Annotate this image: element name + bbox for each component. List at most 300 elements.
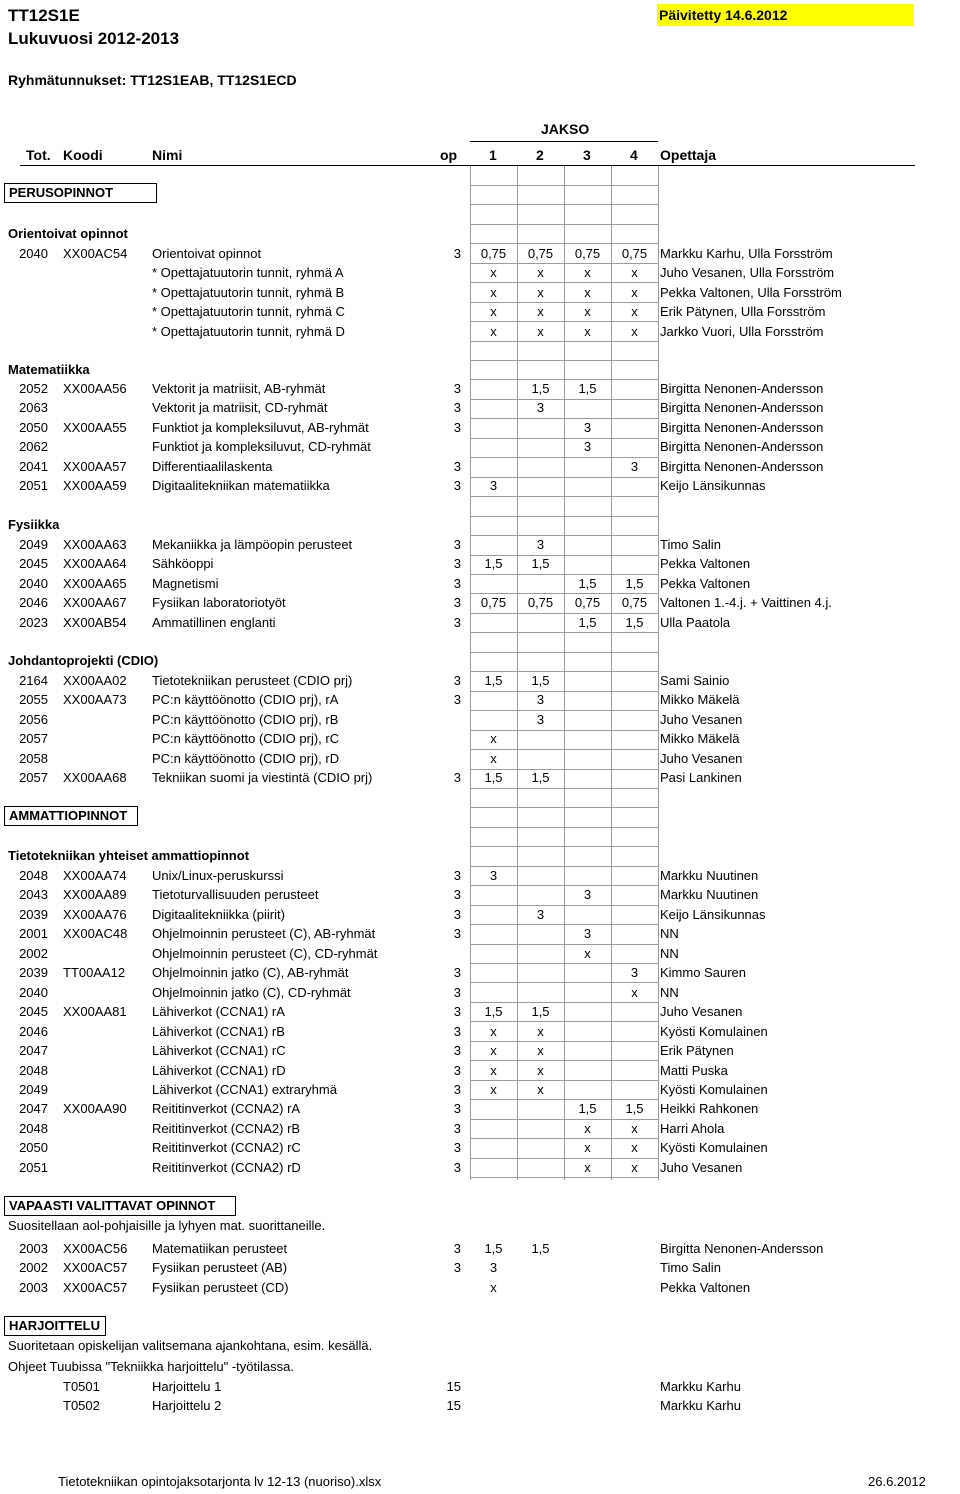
- cell-period-2: 1,5: [531, 770, 550, 786]
- cell-op: 3: [453, 1023, 461, 1039]
- cell-tot: 2057: [19, 770, 48, 786]
- course-row: [0, 1138, 960, 1157]
- course-row: [0, 885, 960, 904]
- cell-op: 3: [453, 1260, 461, 1276]
- cell-tot: 2045: [19, 1004, 48, 1020]
- cell-op: 15: [446, 1398, 461, 1414]
- course-row: [0, 710, 960, 729]
- cell-nimi: Reititinverkot (CCNA2) rD: [152, 1159, 301, 1175]
- section-orientoivat: Orientoivat opinnot: [8, 226, 128, 241]
- course-row: [0, 866, 960, 885]
- cell-tot: 2052: [19, 381, 48, 396]
- cell-teacher: Juho Vesanen: [660, 1159, 743, 1175]
- footer-file: Tietotekniikan opintojaksotarjonta lv 12-13 (nuoriso).xlsx: [58, 1474, 382, 1489]
- cell-teacher: Markku Nuutinen: [660, 868, 759, 883]
- cell-op: 3: [453, 770, 461, 786]
- course-row: [0, 924, 960, 943]
- cell-teacher: Matti Puska: [660, 1062, 728, 1078]
- cell-nimi: Lähiverkot (CCNA1) extraryhmä: [152, 1081, 337, 1097]
- course-row: [0, 574, 960, 593]
- cell-nimi: Reititinverkot (CCNA2) rC: [152, 1140, 301, 1156]
- cell-period-3: x: [584, 945, 591, 961]
- course-row: [0, 398, 960, 417]
- cell-op: 3: [453, 1140, 461, 1156]
- cell-teacher: Valtonen 1.-4.j. + Vaittinen 4.j.: [660, 595, 832, 611]
- cell-teacher: Birgitta Nenonen-Andersson: [660, 1241, 824, 1256]
- cell-period-2: 1,5: [531, 556, 550, 572]
- cell-tot: 2062: [19, 439, 48, 455]
- cell-period-4: x: [631, 265, 638, 281]
- cell-period-3: x: [584, 1159, 591, 1175]
- cell-koodi: XX00AC57: [63, 1260, 128, 1276]
- cell-tot: 2040: [19, 246, 48, 261]
- cell-teacher: Mikko Mäkelä: [660, 731, 740, 747]
- cell-teacher: Juho Vesanen: [660, 1004, 743, 1020]
- col-p3: 3: [583, 147, 591, 163]
- cell-nimi: Matematiikan perusteet: [152, 1241, 288, 1256]
- cell-nimi: PC:n käyttöönotto (CDIO prj), rB: [152, 711, 339, 727]
- col-p1: 1: [489, 147, 497, 163]
- course-row: [0, 1158, 960, 1177]
- cell-teacher: Pekka Valtonen: [660, 575, 751, 591]
- section-tietotekniikka: Tietotekniikan yhteiset ammattiopinnot: [8, 848, 250, 863]
- cell-op: 3: [453, 537, 461, 552]
- cell-nimi: PC:n käyttöönotto (CDIO prj), rA: [152, 692, 339, 708]
- course-row: [0, 1239, 960, 1258]
- cell-tot: 2048: [19, 1062, 48, 1078]
- cell-teacher: NN: [660, 945, 679, 961]
- cell-op: 3: [453, 965, 461, 981]
- course-row: [0, 1258, 960, 1277]
- cell-teacher: Keijo Länsikunnas: [660, 478, 766, 494]
- cell-tot: 2047: [19, 1043, 48, 1059]
- cell-teacher: Erik Pätynen, Ulla Forsström: [660, 304, 826, 320]
- cell-tot: 2041: [19, 458, 48, 474]
- cell-period-2: x: [537, 1023, 544, 1039]
- cell-nimi: * Opettajatuutorin tunnit, ryhmä D: [152, 323, 345, 339]
- cell-tot: 2023: [19, 614, 48, 630]
- cell-tot: 2003: [19, 1241, 48, 1256]
- cell-op: 3: [453, 1043, 461, 1059]
- cell-op: 3: [453, 1101, 461, 1117]
- cell-period-3: x: [584, 284, 591, 300]
- cell-period-2: 3: [536, 537, 545, 552]
- cell-koodi: XX00AA76: [63, 906, 127, 922]
- harjoittelu-note-1: Suoritetaan opiskelijan valitsemana ajankohtana, esim. kesällä.: [8, 1338, 373, 1353]
- cell-teacher: Sami Sainio: [660, 673, 730, 688]
- cell-tot: 2050: [19, 419, 48, 435]
- cell-koodi: XX00AA57: [63, 458, 127, 474]
- cell-teacher: Birgitta Nenonen-Andersson: [660, 458, 824, 474]
- cell-tot: 2046: [19, 1023, 48, 1039]
- course-row: [0, 593, 960, 612]
- cell-period-2: 1,5: [531, 1241, 550, 1256]
- cell-period-3: x: [584, 304, 591, 320]
- cell-period-2: x: [537, 1081, 544, 1097]
- course-row: [0, 963, 960, 982]
- cell-tot: 2002: [19, 945, 48, 961]
- cell-period-2: x: [537, 304, 544, 320]
- cell-teacher: Birgitta Nenonen-Andersson: [660, 400, 824, 416]
- cell-op: 3: [453, 906, 461, 922]
- cell-tot: 2050: [19, 1140, 48, 1156]
- cell-period-2: 0,75: [527, 246, 554, 261]
- cell-nimi: Fysiikan perusteet (AB): [152, 1260, 288, 1276]
- cell-nimi: Reititinverkot (CCNA2) rB: [152, 1120, 301, 1136]
- cell-teacher: Pekka Valtonen: [660, 1279, 751, 1295]
- cell-teacher: Keijo Länsikunnas: [660, 906, 766, 922]
- cell-tot: 2039: [19, 906, 48, 922]
- cell-period-3: 0,75: [574, 595, 601, 611]
- cell-period-4: 3: [630, 458, 639, 474]
- cell-nimi: Ohjelmoinnin jatko (C), CD-ryhmät: [152, 984, 351, 1000]
- cell-tot: 2057: [19, 731, 48, 747]
- course-row: [0, 1119, 960, 1138]
- grid-row-line: [470, 846, 658, 847]
- cell-period-1: x: [490, 731, 497, 747]
- cell-nimi: Orientoivat opinnot: [152, 246, 262, 261]
- cell-tot: 2049: [19, 537, 48, 552]
- course-row: [0, 302, 960, 321]
- course-row: [0, 476, 960, 495]
- course-row: [0, 283, 960, 302]
- cell-period-2: 0,75: [527, 595, 554, 611]
- cell-period-2: x: [537, 323, 544, 339]
- cell-nimi: Digitaalitekniikka (piirit): [152, 906, 285, 922]
- cell-teacher: Harri Ahola: [660, 1120, 725, 1136]
- grid-row-line: [470, 516, 658, 517]
- grid-row-line: [470, 224, 658, 225]
- course-row: [0, 263, 960, 282]
- cell-op: 3: [453, 1062, 461, 1078]
- cell-nimi: Harjoittelu 1: [152, 1379, 222, 1394]
- course-code: TT12S1E: [8, 6, 80, 25]
- cell-tot: 2001: [19, 926, 48, 942]
- section-fysiikka: Fysiikka: [8, 517, 60, 532]
- cell-koodi: XX00AA59: [63, 478, 127, 494]
- cell-teacher: Kyösti Komulainen: [660, 1140, 768, 1156]
- cell-period-1: 0,75: [480, 246, 507, 261]
- cell-nimi: Vektorit ja matriisit, CD-ryhmät: [152, 400, 328, 416]
- cell-nimi: Unix/Linux-peruskurssi: [152, 868, 284, 883]
- cell-period-1: x: [490, 1023, 497, 1039]
- cell-nimi: Fysiikan laboratoriotyöt: [152, 595, 286, 611]
- cell-tot: 2003: [19, 1279, 48, 1295]
- cell-teacher: Kimmo Sauren: [660, 965, 746, 981]
- cell-teacher: Markku Karhu, Ulla Forsström: [660, 246, 833, 261]
- cell-nimi: Digitaalitekniikan matematiikka: [152, 478, 330, 494]
- cell-op: 15: [446, 1379, 461, 1394]
- cell-op: 3: [453, 1159, 461, 1175]
- cell-period-2: 3: [536, 692, 545, 708]
- cell-koodi: XX00AA74: [63, 868, 127, 883]
- cell-teacher: Birgitta Nenonen-Andersson: [660, 419, 824, 435]
- cell-period-3: x: [584, 265, 591, 281]
- cell-nimi: Mekaniikka ja lämpöopin perusteet: [152, 537, 353, 552]
- course-row: [0, 671, 960, 690]
- cell-teacher: Juho Vesanen: [660, 750, 743, 766]
- cell-op: 3: [453, 1081, 461, 1097]
- cell-nimi: Lähiverkot (CCNA1) rA: [152, 1004, 285, 1020]
- jakso-header: JAKSO: [541, 121, 590, 137]
- cell-nimi: PC:n käyttöönotto (CDIO prj), rC: [152, 731, 340, 747]
- course-row: [0, 1041, 960, 1060]
- cell-op: 3: [453, 614, 461, 630]
- cell-period-3: 3: [583, 926, 592, 942]
- cell-period-3: 0,75: [574, 246, 601, 261]
- cell-koodi: T0502: [63, 1398, 100, 1414]
- cell-period-4: x: [631, 984, 638, 1000]
- cell-teacher: Markku Nuutinen: [660, 887, 759, 903]
- course-row: [0, 418, 960, 437]
- section-perusopinnot: PERUSOPINNOT: [4, 183, 157, 203]
- cell-period-4: x: [631, 284, 638, 300]
- cell-period-2: x: [537, 1043, 544, 1059]
- grid-row-line: [470, 827, 658, 828]
- cell-op: 3: [453, 419, 461, 435]
- cell-period-2: 1,5: [531, 673, 550, 688]
- cell-op: 3: [453, 595, 461, 611]
- cell-teacher: Juho Vesanen, Ulla Forsström: [660, 265, 835, 281]
- cell-koodi: TT00AA12: [63, 965, 126, 981]
- cell-period-1: 3: [489, 1260, 498, 1276]
- cell-tot: 2051: [19, 478, 48, 494]
- cell-teacher: Markku Karhu: [660, 1379, 741, 1394]
- grid-row-line: [470, 1177, 658, 1178]
- cell-period-4: x: [631, 1140, 638, 1156]
- cell-op: 3: [453, 1120, 461, 1136]
- cell-period-1: x: [490, 265, 497, 281]
- cell-period-3: 1,5: [578, 575, 597, 591]
- cell-op: 3: [453, 887, 461, 903]
- cell-nimi: Sähköoppi: [152, 556, 214, 572]
- cell-period-3: 1,5: [578, 381, 597, 396]
- jakso-underline: [470, 141, 658, 142]
- cell-period-3: 3: [583, 419, 592, 435]
- cell-period-2: x: [537, 265, 544, 281]
- grid-row-line: [470, 788, 658, 789]
- vapaasti-note: Suositellaan aol-pohjaisille ja lyhyen mat. suorittaneille.: [8, 1218, 326, 1233]
- cell-period-4: 1,5: [625, 575, 644, 591]
- cell-koodi: XX00AC56: [63, 1241, 128, 1256]
- cell-period-2: x: [537, 1062, 544, 1078]
- cell-nimi: Vektorit ja matriisit, AB-ryhmät: [152, 381, 326, 396]
- cell-period-4: 1,5: [625, 614, 644, 630]
- cell-period-3: x: [584, 323, 591, 339]
- grid-row-line: [470, 652, 658, 653]
- cell-period-3: 1,5: [578, 614, 597, 630]
- cell-tot: 2047: [19, 1101, 48, 1117]
- cell-tot: 2055: [19, 692, 48, 708]
- cell-op: 3: [453, 692, 461, 708]
- cell-tot: 2051: [19, 1159, 48, 1175]
- cell-period-2: 1,5: [531, 381, 550, 396]
- cell-period-1: 1,5: [484, 770, 503, 786]
- cell-op: 3: [453, 458, 461, 474]
- cell-tot: 2043: [19, 887, 48, 903]
- cell-nimi: Ohjelmoinnin jatko (C), AB-ryhmät: [152, 965, 349, 981]
- cell-nimi: Funktiot ja kompleksiluvut, CD-ryhmät: [152, 439, 371, 455]
- course-row: [0, 944, 960, 963]
- academic-year: Lukuvuosi 2012-2013: [8, 29, 180, 48]
- cell-koodi: XX00AA02: [63, 673, 127, 688]
- cell-period-2: 3: [536, 906, 545, 922]
- course-row: [0, 437, 960, 456]
- cell-period-2: x: [537, 284, 544, 300]
- cell-nimi: * Opettajatuutorin tunnit, ryhmä B: [152, 284, 345, 300]
- cell-koodi: XX00AA63: [63, 537, 127, 552]
- cell-op: 3: [453, 246, 461, 261]
- grid-row-line: [470, 185, 658, 186]
- cell-tot: 2164: [19, 673, 48, 688]
- cell-nimi: Tietoturvallisuuden perusteet: [152, 887, 319, 903]
- cell-tot: 2048: [19, 1120, 48, 1136]
- cell-koodi: XX00AA56: [63, 381, 127, 396]
- cell-tot: 2046: [19, 595, 48, 611]
- cell-period-4: 0,75: [621, 246, 648, 261]
- cell-period-1: x: [490, 1081, 497, 1097]
- col-p2: 2: [536, 147, 544, 163]
- cell-tot: 2040: [19, 984, 48, 1000]
- col-teacher: Opettaja: [660, 147, 717, 163]
- cell-koodi: XX00AA67: [63, 595, 127, 611]
- course-row: [0, 905, 960, 924]
- cell-nimi: Funktiot ja kompleksiluvut, AB-ryhmät: [152, 419, 369, 435]
- cell-period-1: x: [490, 1043, 497, 1059]
- cell-op: 3: [453, 381, 461, 396]
- group-codes: Ryhmätunnukset: TT12S1EAB, TT12S1ECD: [8, 72, 297, 88]
- updated-badge: [657, 4, 914, 26]
- cell-koodi: T0501: [63, 1379, 100, 1394]
- course-row: [0, 379, 960, 398]
- cell-period-4: x: [631, 323, 638, 339]
- cell-koodi: XX00AA55: [63, 419, 127, 435]
- course-row: [0, 768, 960, 787]
- cell-teacher: Birgitta Nenonen-Andersson: [660, 381, 824, 396]
- cell-nimi: Harjoittelu 2: [152, 1398, 222, 1414]
- course-row: [0, 1396, 960, 1415]
- cell-teacher: Mikko Mäkelä: [660, 692, 740, 708]
- course-row: [0, 1061, 960, 1080]
- col-koodi: Koodi: [63, 147, 103, 163]
- cell-period-1: x: [490, 304, 497, 320]
- cell-period-4: x: [631, 1120, 638, 1136]
- cell-teacher: Pekka Valtonen: [660, 556, 751, 572]
- cell-op: 3: [453, 1004, 461, 1020]
- cell-nimi: Ohjelmoinnin perusteet (C), AB-ryhmät: [152, 926, 376, 942]
- cell-period-3: x: [584, 1140, 591, 1156]
- cell-koodi: XX00AC48: [63, 926, 128, 942]
- course-row: [0, 322, 960, 341]
- section-vapaasti: VAPAASTI VALITTAVAT OPINNOT: [4, 1196, 236, 1216]
- col-nimi: Nimi: [152, 147, 183, 163]
- grid-row-line: [470, 360, 658, 361]
- cell-teacher: Pasi Lankinen: [660, 770, 742, 786]
- course-row: [0, 983, 960, 1002]
- cell-period-1: 1,5: [484, 673, 503, 688]
- cell-teacher: NN: [660, 926, 679, 942]
- cell-teacher: NN: [660, 984, 679, 1000]
- cell-op: 3: [453, 868, 461, 883]
- section-harjoittelu: HARJOITTELU: [4, 1316, 106, 1336]
- cell-tot: 2048: [19, 868, 48, 883]
- cell-period-1: x: [490, 323, 497, 339]
- grid-row-line: [470, 204, 658, 205]
- cell-tot: 2063: [19, 400, 48, 416]
- col-op: op: [440, 147, 458, 163]
- cell-teacher: Birgitta Nenonen-Andersson: [660, 439, 824, 455]
- cell-nimi: * Opettajatuutorin tunnit, ryhmä A: [152, 265, 344, 281]
- cell-koodi: XX00AA81: [63, 1004, 127, 1020]
- cell-tot: 2049: [19, 1081, 48, 1097]
- cell-period-3: 3: [583, 887, 592, 903]
- cell-koodi: XX00AA68: [63, 770, 127, 786]
- cell-teacher: Ulla Paatola: [660, 614, 731, 630]
- cell-period-4: x: [631, 304, 638, 320]
- course-row: [0, 613, 960, 632]
- cell-teacher: Jarkko Vuori, Ulla Forsström: [660, 323, 824, 339]
- course-row: [0, 457, 960, 476]
- harjoittelu-note-2: Ohjeet Tuubissa "Tekniikka harjoittelu" -työtilassa.: [8, 1359, 294, 1374]
- cell-period-3: 1,5: [578, 1101, 597, 1117]
- cell-period-2: 1,5: [531, 1004, 550, 1020]
- updated-text: Päivitetty 14.6.2012: [659, 7, 788, 23]
- cell-nimi: Lähiverkot (CCNA1) rC: [152, 1043, 286, 1059]
- cell-period-3: x: [584, 1120, 591, 1136]
- course-row: [0, 729, 960, 748]
- course-row: [0, 1099, 960, 1118]
- cell-period-4: 1,5: [625, 1101, 644, 1117]
- cell-teacher: Erik Pätynen: [660, 1043, 734, 1059]
- course-row: [0, 1278, 960, 1297]
- cell-koodi: XX00AA64: [63, 556, 127, 572]
- cell-op: 3: [453, 926, 461, 942]
- col-tot: Tot.: [26, 147, 51, 163]
- cell-period-1: 3: [489, 478, 498, 494]
- cell-period-1: x: [490, 1279, 497, 1295]
- cell-tot: 2045: [19, 556, 48, 572]
- cell-op: 3: [453, 575, 461, 591]
- grid-row-line: [470, 341, 658, 342]
- cell-tot: 2058: [19, 750, 48, 766]
- cell-period-1: 1,5: [484, 556, 503, 572]
- cell-op: 3: [453, 400, 461, 416]
- course-row: [0, 244, 960, 263]
- cell-nimi: Ammatillinen englanti: [152, 614, 276, 630]
- cell-tot: 2039: [19, 965, 48, 981]
- cell-nimi: Magnetismi: [152, 575, 219, 591]
- cell-nimi: PC:n käyttöönotto (CDIO prj), rD: [152, 750, 340, 766]
- cell-period-4: x: [631, 1159, 638, 1175]
- cell-op: 3: [453, 556, 461, 572]
- cell-teacher: Timo Salin: [660, 1260, 721, 1276]
- cell-teacher: Juho Vesanen: [660, 711, 743, 727]
- section-ammatti: AMMATTIOPINNOT: [4, 806, 138, 826]
- cell-period-1: x: [490, 284, 497, 300]
- cell-op: 3: [453, 984, 461, 1000]
- cell-period-1: 1,5: [484, 1241, 503, 1256]
- course-row: [0, 1080, 960, 1099]
- cell-tot: 2056: [19, 711, 48, 727]
- col-p4: 4: [630, 147, 638, 163]
- cell-period-3: 3: [583, 439, 592, 455]
- cell-teacher: Timo Salin: [660, 537, 721, 552]
- cell-nimi: Tekniikan suomi ja viestintä (CDIO prj): [152, 770, 373, 786]
- cell-koodi: XX00AA90: [63, 1101, 127, 1117]
- cell-teacher: Markku Karhu: [660, 1398, 741, 1414]
- cell-tot: 2040: [19, 575, 48, 591]
- cell-op: 3: [453, 673, 461, 688]
